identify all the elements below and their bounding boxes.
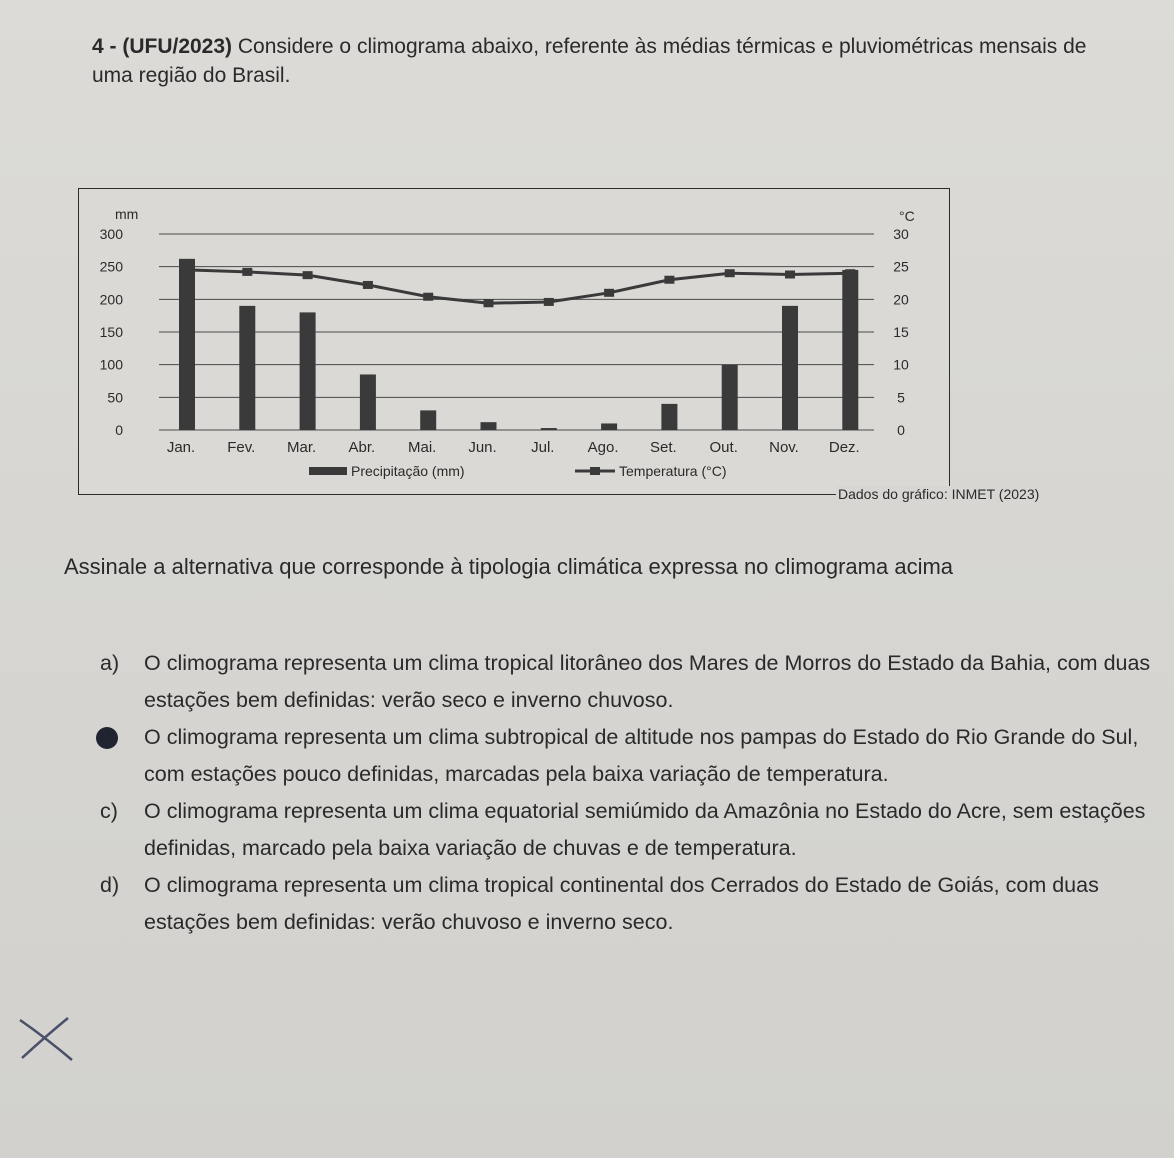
temperature-point [544, 298, 554, 306]
temperature-point [664, 276, 674, 284]
y-tick-left: 0 [115, 422, 123, 438]
x-tick-label: Set. [650, 439, 677, 456]
y-tick-right: 30 [893, 226, 909, 242]
option-text: O climograma representa um clima subtropical de altitude nos pampas do Estado do Rio Grande do Sul, com estações pouco definidas, marcadas pela baixa variação de temperatura. [144, 725, 1139, 786]
y-tick-left: 100 [99, 356, 123, 373]
option-letter: d) [100, 873, 120, 897]
option-c[interactable] [100, 793, 1160, 867]
precip-bar [179, 259, 195, 430]
option-d[interactable] [100, 867, 1160, 941]
option-b[interactable] [100, 719, 1160, 793]
temperature-point [363, 281, 373, 289]
temperature-line [187, 270, 850, 303]
y-tick-left: 50 [107, 389, 123, 406]
precip-bar [601, 423, 617, 430]
precip-bar [239, 306, 255, 430]
temperature-point [484, 299, 494, 307]
climogram-svg [79, 189, 949, 494]
x-tick-label: Jan. [166, 439, 196, 456]
x-tick-label: Jul. [531, 439, 555, 456]
legend-bar-swatch [309, 467, 347, 475]
y-tick-left: 300 [99, 226, 123, 242]
precip-bar [722, 365, 738, 430]
temperature-point [604, 289, 614, 297]
x-tick-label: Nov. [769, 439, 799, 456]
handwritten-x-mark-icon [16, 1014, 76, 1064]
x-tick-label: Mai. [408, 439, 437, 456]
x-tick-label: Fev. [227, 439, 256, 456]
x-tick-label: Abr. [348, 439, 376, 456]
question-number: 4 - (UFU/2023) [92, 35, 233, 58]
temperature-point [725, 269, 735, 277]
option-text: O climograma representa um clima tropical litorâneo dos Mares de Morros do Estado da Bahia, com duas estações bem definidas: verão seco e inverno chuvoso. [144, 651, 1151, 712]
option-text: O climograma representa um clima equatorial semiúmido da Amazônia no Estado do Acre, sem estações definidas, marcado pela baixa variação de chuvas e de temperatura. [144, 799, 1146, 860]
temperature-point [785, 271, 795, 279]
precip-bar [360, 374, 376, 430]
x-tick-label: Jun. [468, 439, 497, 456]
precip-bar [420, 410, 436, 430]
filled-answer-mark-icon [96, 727, 118, 749]
y-tick-right: 10 [893, 356, 909, 373]
y-axis-label-left: mm [115, 206, 139, 222]
precip-bar [661, 404, 677, 430]
legend-temp-label: Temperatura (°C) [619, 463, 727, 479]
y-tick-left: 250 [99, 258, 123, 275]
option-text: O climograma representa um clima tropical continental dos Cerrados do Estado de Goiás, com duas estações bem definidas: verão chuvoso e inverno seco. [144, 873, 1099, 934]
legend-line-marker [590, 467, 600, 475]
y-tick-right: 20 [893, 291, 909, 308]
question-header [92, 32, 1092, 90]
legend-precip-label: Precipitação (mm) [351, 463, 465, 479]
precip-bar [782, 306, 798, 430]
option-letter: a) [100, 651, 120, 675]
precip-bar [300, 312, 316, 430]
x-tick-label: Out. [709, 439, 738, 456]
option-a[interactable] [100, 645, 1160, 719]
y-tick-left: 200 [99, 291, 123, 308]
y-tick-right: 15 [893, 324, 909, 340]
x-tick-label: Mar. [287, 439, 317, 456]
x-tick-label: Dez. [828, 439, 860, 456]
precip-bar [541, 428, 557, 430]
question-prompt: Assinale a alternativa que corresponde à tipologia climática expressa no climograma acima [64, 554, 954, 579]
chart-source: Dados do gráfico: INMET (2023) [838, 486, 1040, 502]
temperature-point [242, 268, 252, 276]
question-intro: Considere o climograma abaixo, referente às médias térmicas e pluviométricas mensais de uma região do Brasil. [92, 35, 1087, 87]
y-tick-right: 5 [897, 389, 905, 406]
y-tick-right: 0 [897, 422, 905, 438]
y-tick-left: 150 [99, 324, 123, 340]
x-tick-label: Ago. [587, 439, 619, 456]
climogram-chart [78, 188, 950, 495]
precip-bar [842, 270, 858, 430]
temperature-point [845, 269, 855, 277]
y-axis-label-right: °C [899, 208, 915, 224]
option-letter: c) [100, 799, 118, 823]
answer-options [100, 645, 1160, 941]
y-tick-right: 25 [893, 258, 909, 275]
temperature-point [423, 293, 433, 301]
precip-bar [481, 422, 497, 430]
temperature-point [182, 266, 192, 274]
temperature-point [303, 271, 313, 279]
